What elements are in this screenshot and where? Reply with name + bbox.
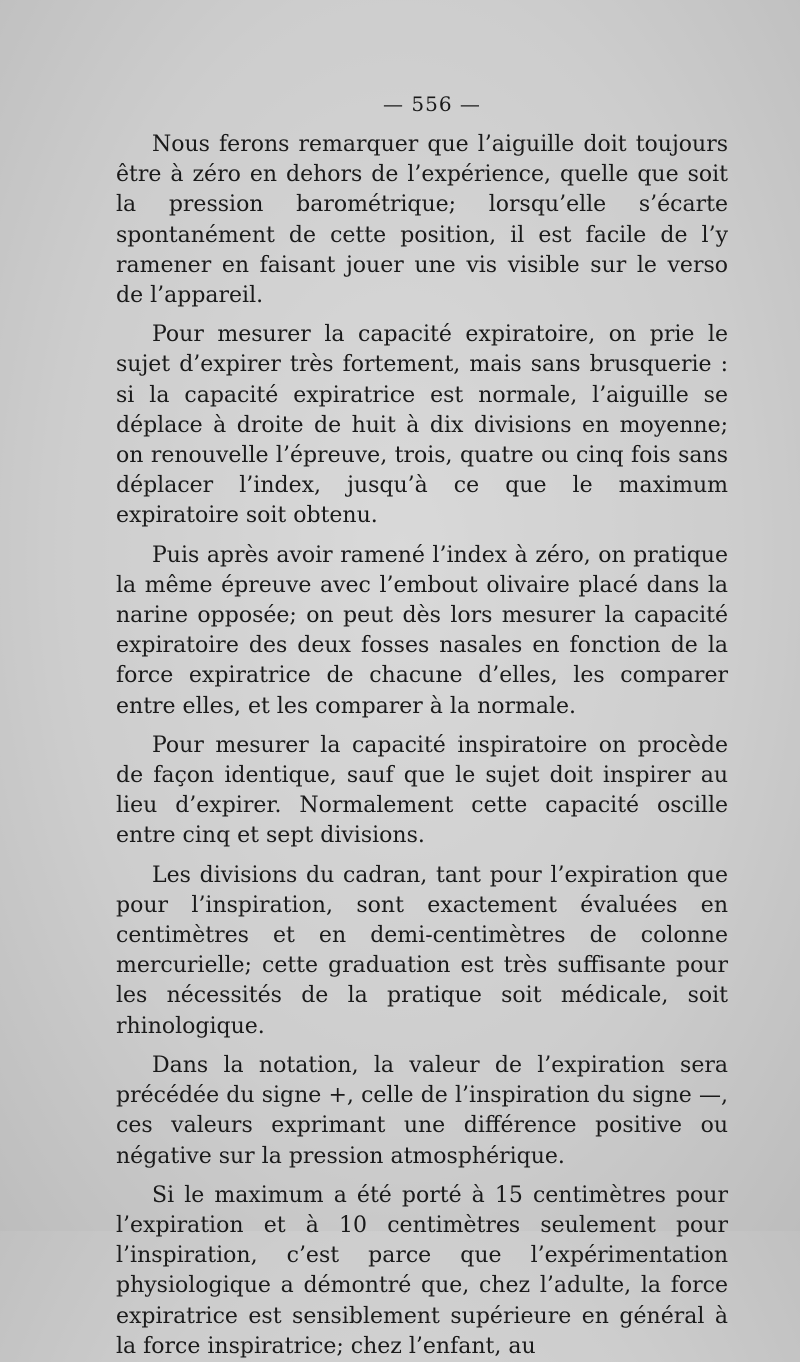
paragraph-6: Dans la notation, la valeur de l’expiration sera précédée du signe +, celle de l’inspiration du signe —, ces valeurs exprimant une différence positive ou négative sur la pression atmosphérique. xyxy=(116,1052,728,1169)
paragraph-7: Si le maximum a été porté à 15 centimètres pour l’expiration et à 10 centimètres seulement pour l’inspiration, c’est parce que l’expérimentation physiologique a démontré que, chez l’adulte, la force expiratrice est sensiblement supérieure en général à la force inspiratrice; chez l’enfant, au xyxy=(116,1182,728,1359)
paragraph-3: Puis après avoir ramené l’index à zéro, on pratique la même épreuve avec l’embout olivaire placé dans la narine opposée; on peut dès lors mesurer la capacité expiratoire des deux fosses nasales en fonction de la force expiratrice de chacune d’elles, les comparer entre elles, et les comparer à la normale. xyxy=(116,542,728,719)
paragraph-5: Les divisions du cadran, tant pour l’expiration que pour l’inspiration, sont exactement évaluées en centimètres et en demi-centimètres de colonne mercurielle; cette graduation est très suffisante pour les nécessités de la pratique soit médicale, soit rhinologique. xyxy=(116,862,728,1039)
paragraph-2: Pour mesurer la capacité expiratoire, on prie le sujet d’expirer très fortement, mais sans brusquerie : si la capacité expiratrice est normale, l’aiguille se déplace à droite de huit à dix divisions en moyenne; on renouvelle l’épreuve, trois, quatre ou cinq fois sans déplacer l’index, jusqu’à ce que le maximum expiratoire soit obtenu. xyxy=(116,322,728,529)
paragraph-4: Pour mesurer la capacité inspiratoire on procède de façon identique, sauf que le sujet doit inspirer au lieu d’expirer. Normalement cette capacité oscille entre cinq et sept divisions. xyxy=(116,732,728,849)
page-number: — 556 — xyxy=(383,92,481,116)
paragraph-1: Nous ferons remarquer que l’aiguille doit toujours être à zéro en dehors de l’expérience, quelle que soit la pression barométrique; lorsqu’elle s’écarte spontanément de cette position, il est facile de l’y ramener en faisant jouer une vis visible sur le verso de l’appareil. xyxy=(116,132,728,309)
